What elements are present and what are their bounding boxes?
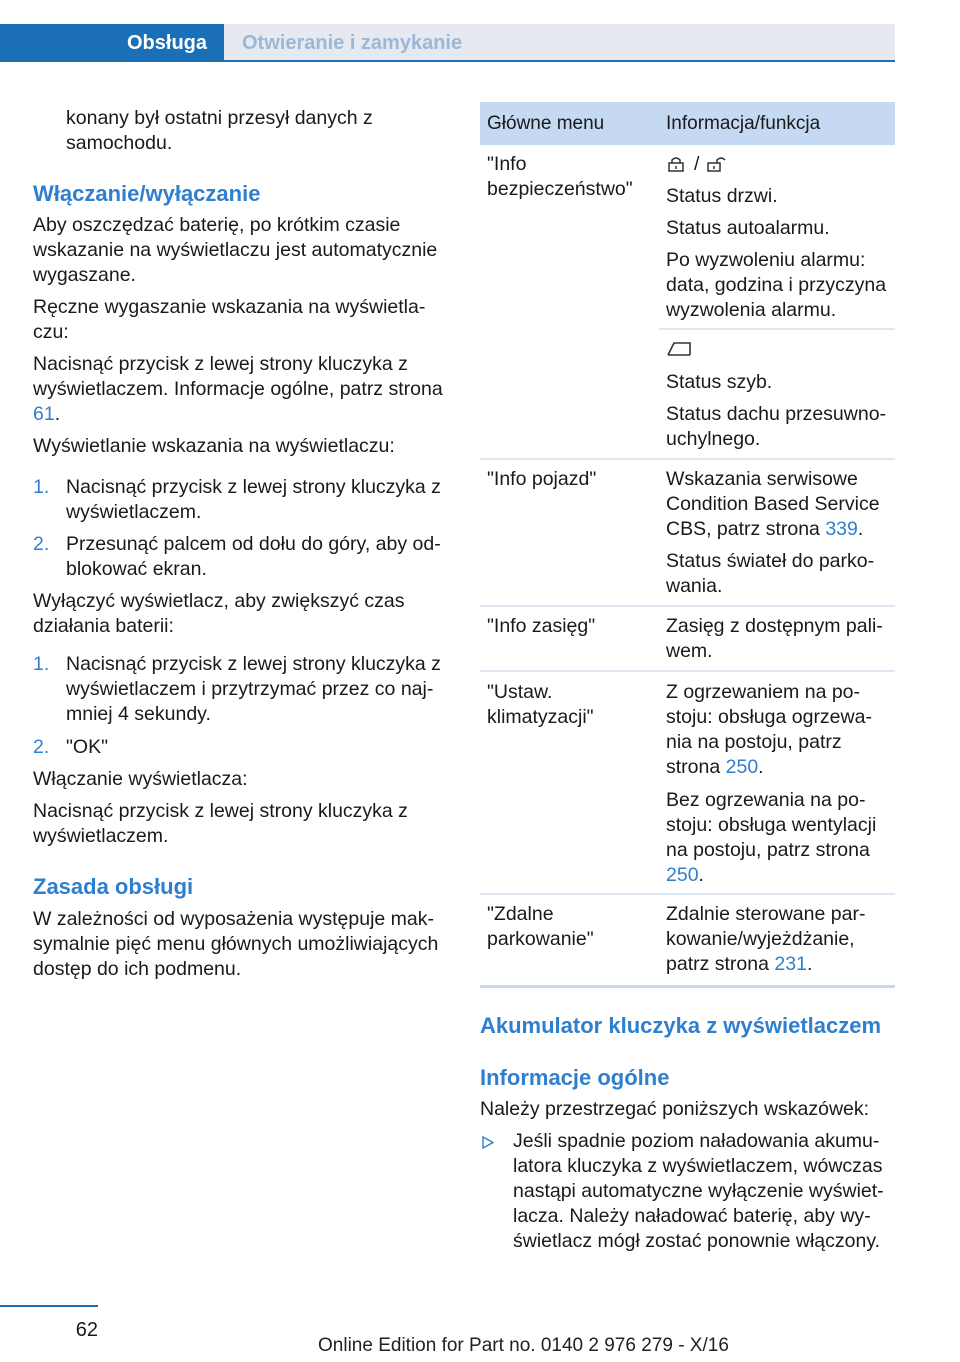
table-cell-text: Status dachu przesuwno-uchylnego. [666,403,887,450]
paragraph: Wyłączyć wyświetlacz, aby zwiększyć czas działania baterii: [33,590,405,637]
period: . [758,756,764,778]
intro-text: konany był ostatni przesył danych z samochodu. [66,107,373,154]
table-cell-text: Po wyzwoleniu alarmu: data, godzina i przyczyna wyzwolenia alarmu. [666,249,887,321]
footer-rule [0,1305,98,1307]
cell-text: Bez ogrzewania na postoju: obsługa wentylacji na postoju, patrz strona [666,789,877,861]
period: . [857,518,864,540]
lock-closed-icon [666,156,686,172]
table-cell-menu: "Zdalne parkowanie" [487,903,594,950]
page-number: 62 [75,1319,98,1341]
table-cell-menu: "Info pojazd" [487,468,597,490]
paragraph: Nacisnąć przycisk z lewej strony kluczyka z wyświetlaczem. [33,800,408,847]
table-cell-text [666,788,891,888]
header-rule [0,60,895,62]
header-tab-otwieranie[interactable]: Otwieranie i zamykanie [224,24,895,62]
paragraph: Należy przestrzegać poniższych wskazówek: [480,1098,870,1120]
table-row-divider [480,670,895,672]
list-item [33,475,451,527]
table-cell-text: Status świateł do parkowania. [666,550,875,597]
table-header-info: Informacja/funkcja [666,113,821,134]
list-number: 1. [33,653,50,675]
table-row-divider [480,458,895,460]
footer-edition: Online Edition for Part no. 0140 2 976 279 - X/16 [318,1335,729,1356]
table-cell-text: Status autoalarmu. [666,217,830,239]
bullet-item [480,1129,895,1257]
list-item [33,652,451,730]
icon-separator: / [694,152,700,175]
list-number: 2. [33,533,50,555]
table-row-divider [480,605,895,607]
table-cell-text [666,902,891,977]
header-tab-obsluga[interactable]: Obsługa [0,24,224,62]
table-cell-text: Zasięg z dostępnym paliwem. [666,615,883,662]
table-cell-text: Status drzwi. [666,185,778,207]
list-text: "OK" [66,736,109,758]
table-cell-menu: "Info bezpieczeństwo" [487,153,633,200]
page-link[interactable]: 250 [666,864,699,886]
table-subrow-divider [659,328,895,330]
list-text: Przesunąć palcem od dołu do góry, aby odblokować ekran. [66,533,441,580]
table-bottom-rule [480,985,895,988]
page-link[interactable]: 231 [774,953,807,975]
bullet-text: Jeśli spadnie poziom naładowania akumulatora kluczyka z wyświetlaczem, wówczas nastąpi automatyczne wyłączenie wyświetlacza. Należy naładować baterię, aby wyświetlacz mógł zostać ponownie włączony. [513,1130,884,1252]
paragraph: Wyświetlanie wskazania na wyświetlaczu: [33,435,395,457]
cell-text: Wskazania serwisowe Condition Based Service CBS, patrz strona [666,468,880,540]
triangle-right-icon [482,1136,494,1149]
period: . [698,864,704,886]
period: . [806,953,813,975]
page-link[interactable]: 339 [825,518,858,540]
list-text: Nacisnąć przycisk z lewej strony kluczyka z wyświetlaczem. [66,476,441,523]
paragraph: Aby oszczędzać baterię, po krótkim czasie wskazanie na wyświetlaczu jest automatycznie wygaszane. [33,214,438,286]
paragraph: Ręczne wygaszanie wskazania na wyświetlaczu: [33,296,426,343]
section-title-zasada: Zasada obsługi [33,874,194,899]
subsection-title: Informacje ogólne [480,1065,670,1090]
cell-text: Z ogrzewaniem na postoju: obsługa ogrzewania na postoju, patrz strona [666,681,872,778]
table-row-divider [480,893,895,895]
period: . [54,403,61,425]
page-link[interactable]: 61 [33,403,55,425]
list-number: 1. [33,476,50,498]
table-cell-menu: "Ustaw. klimatyzacji" [487,681,594,728]
page-link[interactable]: 250 [725,756,759,778]
paragraph: Włączanie wyświetlacza: [33,768,248,790]
list-text: Nacisnąć przycisk z lewej strony kluczyka z wyświetlaczem i przytrzymać przez co najmniej 4 sekundy. [66,653,441,725]
paragraph [33,352,451,427]
table-cell-text [666,680,891,780]
lock-open-icon [707,156,727,172]
section-title-akumulator: Akumulator kluczyka z wyświetlaczem [480,1013,882,1038]
list-item [33,532,451,584]
table-cell-menu: "Info zasięg" [487,615,596,637]
table-cell-text [666,467,891,542]
paragraph: W zależności od wyposażenia występuje maksymalnie pięć menu głównych umożliwiających dostęp do ich podmenu. [33,908,439,980]
table-header-menu: Główne menu [487,113,605,134]
paragraph-text: Nacisnąć przycisk z lewej strony kluczyka z wyświetlaczem. Informacje ogólne, patrz strona [33,353,443,400]
list-item [33,735,451,761]
table-cell-text: Status szyb. [666,371,773,393]
window-icon [666,340,692,358]
lock-icons [666,152,727,176]
section-title-wlaczanie: Włączanie/wyłączanie [33,181,261,206]
cell-text: Zdalnie sterowane parkowanie/wyjeżdżanie, patrz strona [666,903,866,975]
list-number: 2. [33,736,50,758]
